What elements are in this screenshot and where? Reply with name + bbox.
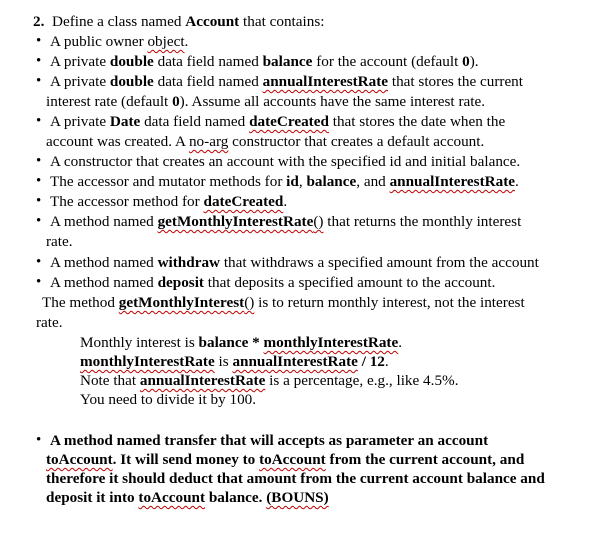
text-run: that withdraws a specified amount from the account bbox=[220, 254, 539, 271]
text-run: account was created. A bbox=[46, 133, 189, 150]
transfer-line bbox=[46, 469, 545, 488]
text-run: ). Assume all accounts have the same interest rate. bbox=[179, 93, 486, 110]
bullet-icon: • bbox=[36, 173, 42, 189]
text-run: withdraw bbox=[157, 254, 221, 271]
text-run: that deposits a specified amount to the account. bbox=[203, 274, 496, 291]
text-run: data field named bbox=[140, 113, 250, 130]
text-run: . It will send money to bbox=[112, 451, 260, 468]
list-item-line bbox=[50, 32, 188, 51]
flagged-word: monthlyInterestRate bbox=[263, 334, 399, 351]
transfer-line bbox=[46, 450, 524, 469]
flagged-word: getMonthlyInterestRate bbox=[157, 213, 314, 230]
list-item-line bbox=[50, 253, 539, 272]
text-run: rate. bbox=[46, 233, 73, 250]
flagged-word: dateCreated bbox=[249, 113, 329, 130]
flagged-word: annualInterestRate bbox=[232, 353, 358, 370]
text-run: 0 bbox=[172, 93, 180, 110]
text-run: Monthly interest is bbox=[80, 334, 199, 351]
text-run: A constructor that creates an account with the specified id and initial balance. bbox=[50, 153, 521, 170]
flagged-word: no-arg bbox=[188, 133, 229, 150]
flagged-word: monthlyInterestRate bbox=[80, 353, 215, 370]
text-run: A method named bbox=[50, 213, 158, 230]
list-item-line bbox=[46, 132, 484, 151]
flagged-word: toAccount bbox=[46, 451, 113, 468]
list-item-line bbox=[46, 232, 73, 251]
text-run: A public owner bbox=[50, 33, 148, 50]
list-item-line bbox=[50, 112, 505, 131]
text-run: A private bbox=[50, 113, 110, 130]
text-run: balance bbox=[198, 334, 249, 351]
text-run: constructor that creates a default account. bbox=[228, 133, 485, 150]
flagged-word: getMonthlyInterest bbox=[118, 294, 245, 311]
formula-line bbox=[80, 333, 402, 352]
heading bbox=[33, 12, 324, 31]
method-note-line bbox=[42, 293, 525, 312]
text-run: . bbox=[398, 334, 403, 351]
text-run: from the current account, and bbox=[325, 451, 525, 468]
text-run: Note that bbox=[80, 372, 140, 389]
text-run: , bbox=[298, 173, 307, 190]
flagged-word: annualInterestRate bbox=[262, 73, 389, 90]
list-item-line bbox=[50, 52, 479, 71]
text-run: . bbox=[184, 33, 189, 50]
text-run: balance bbox=[306, 173, 357, 190]
flagged-word: dateCreated bbox=[203, 193, 284, 210]
text-run: data field named bbox=[153, 73, 263, 90]
text-run: that returns the monthly interest bbox=[323, 213, 522, 230]
bullet-icon: • bbox=[36, 213, 42, 229]
text-run: is a percentage, e.g., like 4.5%. bbox=[265, 372, 459, 389]
heading-number: 2. bbox=[33, 13, 45, 30]
bullet-icon: • bbox=[36, 193, 42, 209]
text-run: / 12 bbox=[357, 353, 385, 370]
text-run: . bbox=[283, 193, 288, 210]
text-run: * bbox=[248, 334, 264, 351]
text-run: deposit it into bbox=[46, 489, 139, 506]
transfer-line bbox=[46, 488, 329, 507]
text-run: , and bbox=[356, 173, 390, 190]
text-run: therefore it should deduct that amount from the current account balance and bbox=[46, 470, 545, 487]
text-run: is to return monthly interest, not the interest bbox=[254, 294, 525, 311]
bullet-icon: • bbox=[36, 432, 42, 448]
heading-prefix: Define a class named bbox=[51, 13, 182, 30]
flagged-word: () bbox=[313, 213, 324, 230]
text-run: . bbox=[384, 353, 389, 370]
text-run: balance bbox=[262, 53, 313, 70]
text-run: ). bbox=[469, 53, 479, 70]
text-run: that stores the date when the bbox=[328, 113, 506, 130]
formula-line bbox=[80, 371, 459, 390]
text-run: interest rate (default bbox=[46, 93, 173, 110]
text-run: 0 bbox=[462, 53, 470, 70]
list-item-line bbox=[50, 72, 523, 91]
text-run: data field named bbox=[153, 53, 263, 70]
list-item-line bbox=[50, 273, 495, 292]
heading-suffix: that contains: bbox=[243, 13, 325, 30]
list-item-line bbox=[50, 152, 520, 171]
text-run: The accessor and mutator methods for bbox=[50, 173, 287, 190]
flagged-word: object bbox=[147, 33, 185, 50]
flagged-word: toAccount bbox=[138, 489, 206, 506]
text-run: for the account (default bbox=[312, 53, 463, 70]
list-item-line bbox=[50, 212, 521, 231]
flagged-word: (BOUNS) bbox=[266, 489, 329, 506]
bullet-icon: • bbox=[36, 113, 42, 129]
text-run: is bbox=[214, 353, 233, 370]
bullet-icon: • bbox=[36, 274, 42, 290]
bullet-icon: • bbox=[36, 73, 42, 89]
flagged-word: annualInterestRate bbox=[389, 173, 516, 190]
flagged-word: () bbox=[244, 294, 255, 311]
transfer-line bbox=[50, 431, 488, 450]
text-run: . bbox=[515, 173, 519, 190]
text-run: Date bbox=[109, 113, 141, 130]
heading-class-name: Account bbox=[185, 13, 240, 30]
text-run: that stores the current bbox=[388, 73, 523, 90]
text-run: A method named bbox=[50, 274, 158, 291]
formula-line bbox=[80, 352, 389, 371]
text-run: double bbox=[109, 73, 154, 90]
list-item-line bbox=[50, 192, 287, 211]
flagged-word: toAccount bbox=[259, 451, 326, 468]
text-run: A private bbox=[50, 53, 110, 70]
text-run: A method named bbox=[50, 254, 158, 271]
text-run: You need to divide it by 100. bbox=[80, 391, 257, 408]
text-run: rate. bbox=[36, 314, 63, 331]
formula-line bbox=[80, 390, 256, 409]
list-item-line bbox=[46, 92, 485, 111]
text-run: deposit bbox=[157, 274, 204, 291]
method-note-line bbox=[36, 313, 63, 332]
text-run: The accessor method for bbox=[50, 193, 204, 210]
flagged-word: annualInterestRate bbox=[139, 372, 266, 389]
text-run: id bbox=[286, 173, 299, 190]
bullet-icon: • bbox=[36, 153, 42, 169]
text-run: double bbox=[109, 53, 154, 70]
text-run: A private bbox=[50, 73, 110, 90]
text-run: The method bbox=[42, 294, 119, 311]
list-item-line bbox=[50, 172, 519, 191]
text-run: A method named transfer that will accepts as parameter an account bbox=[50, 432, 489, 449]
text-run: balance. bbox=[205, 489, 267, 506]
bullet-icon: • bbox=[36, 33, 42, 49]
bullet-icon: • bbox=[36, 254, 42, 270]
bullet-icon: • bbox=[36, 53, 42, 69]
